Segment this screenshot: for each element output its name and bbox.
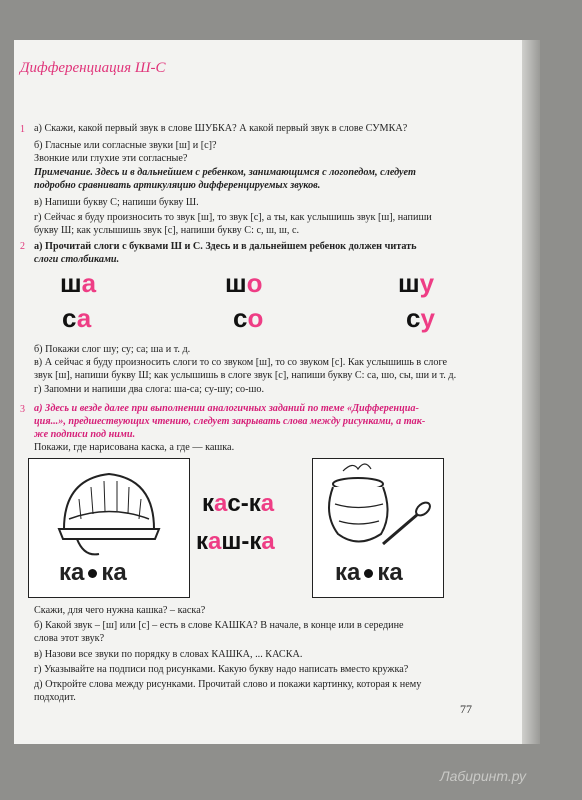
pot-caption: ка ка [335,559,403,586]
ex1-note-line1: Примечание. Здесь и в дальнейшем с ребенком, занимающимся с логопедом, следует [34,167,416,178]
helmet-caption: ка ка [59,559,127,586]
exercise-number-3: 3 [20,404,25,415]
syllable-sha: ша [60,268,97,298]
helmet-icon [29,459,189,559]
ex1-a: а) Скажи, какой первый звук в слове ШУБКА? А какой первый звук в слове СУМКА? [34,123,408,134]
syllable-su: су [406,303,435,333]
ex2-a-line2: слоги столбиками. [34,254,120,265]
word-kaska: кас-ка [202,490,275,517]
ex1-c: в) Напиши букву С; напиши букву Ш. [34,197,199,208]
ex3-instruction-line1: а) Здесь и везде далее при выполнении аналогичных заданий по теме «Дифференциа- [34,403,419,414]
ex3-q5-line2: подходит. [34,692,76,703]
exercise-number-2: 2 [20,241,25,252]
syllable-shu: шу [398,268,435,298]
ex3-show: Покажи, где нарисована каска, а где — кашка. [34,442,235,453]
missing-letter-dot [364,569,373,578]
ex2-c-line2: звук [ш], напиши букву Ш; как услышишь в слоге звук [с], напиши букву С: са, шо, сы, ши и т. д. [34,370,457,381]
ex3-q3: в) Назови все звуки по порядку в словах КАШКА, ... КАСКА. [34,649,303,660]
exercise-number-1: 1 [20,124,25,135]
ex2-a-line1: а) Прочитай слоги с буквами Ш и С. Здесь и в дальнейшем ребенок должен читать [34,241,417,252]
page-number: 77 [460,702,472,716]
ex1-b: б) Гласные или согласные звуки [ш] и [с]? [34,140,217,151]
ex1-note-line2: подробно сравнивать артикуляцию дифференцируемых звуков. [34,180,321,191]
missing-letter-dot [88,569,97,578]
watermark-logo: Лабиринт.ру [440,768,527,784]
word-kashka: каш-ка [196,528,275,555]
ex1-d-line2: букву Ш; как услышишь звук [с], напиши букву С: с, ш, ш, с. [34,225,300,236]
ex3-q5-line1: д) Откройте слова между рисунками. Прочитай слово и покажи картинку, которая к нему [34,679,422,690]
pot-icon [313,459,443,559]
ex1-b2: Звонкие или глухие эти согласные? [34,153,188,164]
ex3-q2-line2: слова этот звук? [34,633,105,644]
syllable-sa: са [62,303,92,333]
ex1-d-line1: г) Сейчас я буду произносить то звук [ш], то звук [с], а ты, как услышишь звук [ш], напиши [34,212,432,223]
ex3-instruction-line2: ция...», предшествующих чтению, следует закрывать слова между рисунками, а так- [34,416,426,427]
ex3-instruction-line3: же подписи под ними. [34,429,136,440]
page-edge-shadow [522,40,540,744]
ex2-c-line1: в) А сейчас я буду произносить слоги то со звуком [ш], то со звуком [с]. Как услышишь в слоге [34,357,448,368]
ex3-q4: г) Указывайте на подписи под рисунками. Какую букву надо написать вместо кружка? [34,664,409,675]
section-title: Дифференциация Ш-С [20,60,166,76]
ex3-q1: Скажи, для чего нужна кашка? – каска? [34,605,206,616]
syllable-sho: шо [225,268,263,298]
syllable-so: со [233,303,264,333]
helmet-picture-card [28,458,190,598]
ex2-b: б) Покажи слог шу; су; са; ша и т. д. [34,344,191,355]
ex2-d: г) Запомни и напиши два слога: ша-са; су-шу; со-шо. [34,384,264,395]
ex3-q2-line1: б) Какой звук – [ш] или [с] – есть в слове КАШКА? В начале, в конце или в середине [34,620,404,631]
porridge-picture-card [312,458,444,598]
